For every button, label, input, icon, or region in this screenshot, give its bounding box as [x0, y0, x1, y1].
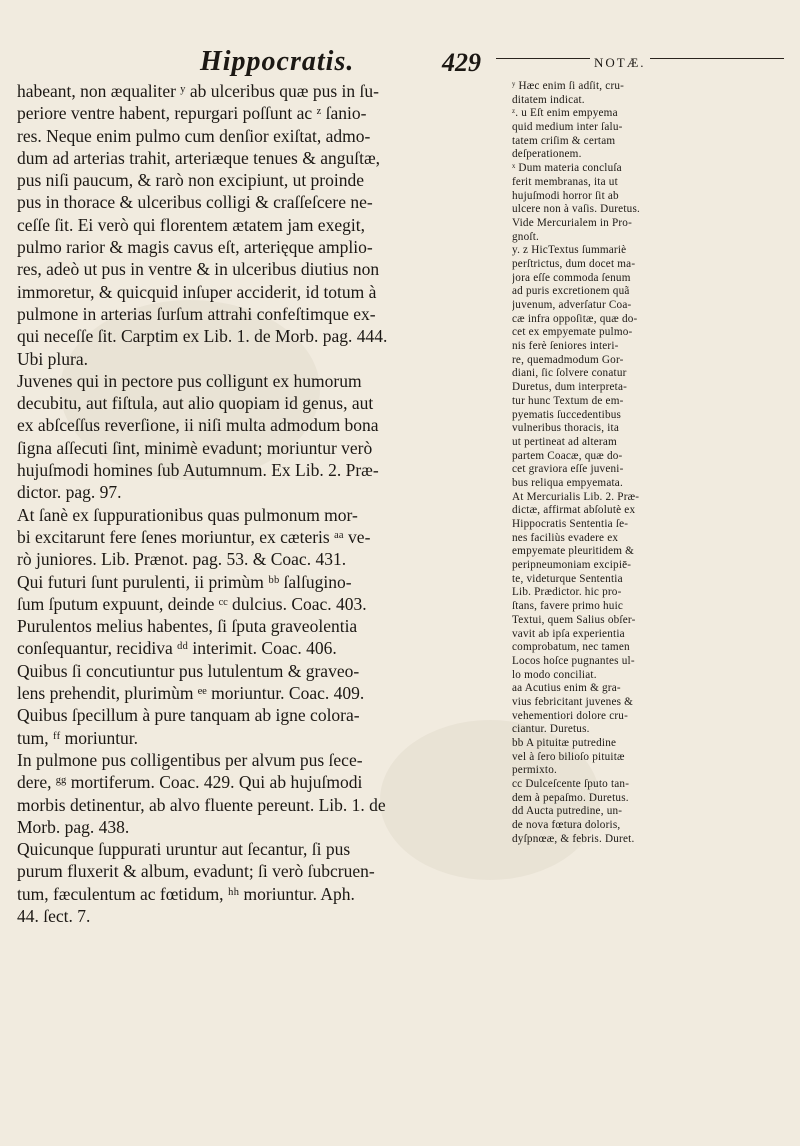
main-text-line: pus niſi paucum, & rarò non excipiunt, ut proinde	[17, 170, 365, 191]
note-line: bus reliqua empyemata.	[512, 476, 623, 489]
note-line: ſtans, favere primo huic	[512, 600, 624, 613]
main-text-line: Ubi plura.	[17, 348, 88, 369]
note-line: cet graviora eſſe juveni-	[512, 463, 624, 476]
main-text-line: pulmone in arterias ſurſum attrahi confeſtimque ex-	[17, 303, 376, 324]
main-text-line: tum, ᶠᶠ moriuntur.	[17, 727, 139, 748]
note-line: pyematis ſuccedentibus	[512, 408, 622, 421]
note-line: ditatem indicat.	[512, 93, 585, 106]
note-line: dem à pepaſmo. Duretus.	[512, 791, 629, 804]
note-line: gnoſt.	[512, 230, 539, 243]
main-text-line: In pulmone pus colligentibus per alvum pus ſece-	[17, 749, 363, 770]
note-line: ciantur. Duretus.	[512, 723, 590, 736]
note-line: vel à ſero bilioſo pituitæ	[512, 750, 625, 763]
note-line: diani, ſic ſolvere conatur	[512, 367, 627, 380]
note-line: bb A pituitæ putredine	[512, 737, 617, 749]
main-text-line: Purulentos melius habentes, ſi ſputa graveolentia	[17, 616, 358, 637]
note-line: te, videturque Sententia	[512, 572, 623, 585]
main-text-line: ſum ſputum expuunt, deinde ᶜᶜ dulcius. Coac. 403.	[17, 593, 367, 614]
main-text-line: ex abſceſſus reverſione, ii niſi multa admodum bona	[17, 415, 379, 436]
main-text-line: conſequantur, recidiva ᵈᵈ interimit. Coac. 406.	[17, 638, 337, 659]
note-line: tur hunc Textum de em-	[512, 394, 624, 407]
main-text-line: 44. ſect. 7.	[17, 905, 91, 926]
note-line: hujuſmodi horror ſit ab	[512, 189, 619, 202]
note-line: ulcere non à vaſis. Duretus.	[512, 203, 641, 216]
note-line: comprobatum, nec tamen	[512, 641, 630, 654]
main-text-line: Quicunque ſuppurati uruntur aut ſecantur, ſi pus	[17, 839, 351, 860]
note-line: ferit membranas, ita ut	[512, 175, 618, 188]
main-text-line: purum fluxerit & album, evadunt; ſi verò ſubcruen-	[17, 861, 375, 882]
note-line: dyſpnœæ, & febris. Duret.	[512, 832, 635, 845]
note-line: ʸ Hæc enim ſi adſit, cru-	[512, 80, 625, 92]
note-line: permixto.	[512, 764, 557, 777]
note-line: cc Dulceſcente ſputo tan-	[512, 778, 630, 791]
main-text-line: dum ad arterias trahit, arteriæque tenues & anguſtæ,	[17, 147, 381, 168]
main-text-line: qui neceſſe ſit. Carptim ex Lib. 1. de Morb. pag. 444.	[17, 326, 388, 347]
page-number: 429	[442, 48, 481, 77]
main-text-line: immoretur, & quicquid inſuper acciderit, id totum à	[17, 281, 377, 302]
main-text-line: hujuſmodi homines ſub Autumnum. Ex Lib. 2. Præ-	[17, 460, 379, 481]
note-line: vulneribus thoracis, ita	[512, 422, 620, 435]
note-line: cæ infra oppoſitæ, quæ do-	[512, 312, 638, 325]
main-text-line: pulmo rarior & magis cavus eſt, arterięque amplio-	[17, 237, 373, 258]
note-line: Duretus, dum interpreta-	[512, 381, 628, 394]
page-header	[0, 38, 800, 77]
main-text-line: Qui futuri ſunt purulenti, ii primùm ᵇᵇ ſalſugino-	[17, 571, 352, 592]
note-line: Lib. Prædictor. hic pro-	[512, 586, 622, 599]
note-line: peripneumoniam excipiē-	[512, 559, 632, 572]
note-line: vius febricitant juvenes &	[512, 695, 634, 708]
note-line: y. z HicTextus ſummariè	[512, 244, 627, 257]
note-line: nes faciliùs evadere ex	[512, 531, 619, 544]
note-line: ut pertineat ad alteram	[512, 435, 617, 448]
main-text-line: Juvenes qui in pectore pus colligunt ex humorum	[17, 370, 362, 391]
running-title: Hippocratis.	[200, 46, 355, 77]
main-text-line: bi excitarunt fere ſenes moriuntur, ex cæteris ᵃᵃ ve-	[17, 526, 371, 547]
main-text-line: Morb. pag. 438.	[17, 816, 130, 837]
note-line: jora eſſe commoda ſenum	[512, 271, 631, 284]
main-text-line: decubitu, aut fiſtula, aut alio quopiam id genus, aut	[17, 393, 374, 414]
note-line: empyemate pleuritidem &	[512, 545, 635, 558]
main-text-line: res, adeò ut pus in ventre & in ulceribus diutius non	[17, 259, 380, 280]
notes-label: NOTÆ.	[590, 55, 650, 71]
note-line: dictæ, affirmat abſolutè ex	[512, 504, 636, 517]
note-line: nis ferè ſeniores interi-	[512, 340, 619, 353]
note-line: Hippocratis Sententia ſe-	[512, 518, 629, 530]
notes-column	[512, 80, 790, 847]
note-line: ᶻ. u Eſt enim empyema	[512, 107, 618, 120]
note-line: At Mercurialis Lib. 2. Præ-	[512, 490, 640, 503]
note-line: de nova fœtura doloris,	[512, 819, 621, 832]
main-text-line: tum, fæculentum ac fœtidum, ʰʰ moriuntur. Aph.	[17, 883, 355, 904]
note-line: ˣ Dum materia concluſa	[512, 162, 622, 175]
note-line: vavit ab ipſa experientia	[512, 627, 625, 640]
main-text-line: Quibus ſpecillum à pure tanquam ab igne colora-	[17, 705, 360, 726]
main-text-line: ſigna aſſecuti ſint, minimè evadunt; moriuntur verò	[17, 437, 373, 458]
main-text-line: pus in thorace & ulceribus colligi & craſſeſcere ne-	[17, 192, 373, 213]
main-text-line: At ſanè ex ſuppurationibus quas pulmonum mor-	[17, 504, 358, 525]
note-line: deſperationem.	[512, 148, 582, 161]
note-line: Vide Mercurialem in Pro-	[512, 216, 633, 229]
main-text-line: res. Neque enim pulmo cum denſior exiſtat, admo-	[17, 125, 371, 146]
main-text-line: dere, ᵍᵍ mortiferum. Coac. 429. Qui ab hujuſmodi	[17, 772, 363, 793]
note-line: perſtrictus, dum docet ma-	[512, 257, 636, 270]
note-line: Textui, quem Salius obſer-	[512, 613, 636, 626]
note-line: vehementiori dolore cru-	[512, 709, 629, 722]
note-line: re, quemadmodum Gor-	[512, 353, 624, 366]
main-text-line: habeant, non æqualiter ʸ ab ulceribus quæ pus in ſu-	[17, 81, 379, 101]
note-line: Locos hoſce pugnantes ul-	[512, 654, 635, 667]
main-text-line: ceſſe ſit. Ei verò qui florentem ætatem jam exegit,	[17, 214, 365, 235]
notes-header-rule	[496, 55, 784, 81]
note-line: tatem criſim & certam	[512, 134, 616, 147]
main-text-line: rò juniores. Lib. Prænot. pag. 53. & Coac. 431.	[17, 549, 347, 570]
main-text-line: periore ventre habent, repurgari poſſunt ac ᶻ ſanio-	[17, 103, 367, 124]
main-text-line: lens prehendit, plurimùm ᵉᵉ moriuntur. Coac. 409.	[17, 683, 365, 704]
main-text-column	[17, 80, 512, 927]
note-line: aa Acutius enim & gra-	[512, 682, 621, 695]
note-line: quid medium inter ſalu-	[512, 121, 623, 134]
note-line: dd Aucta putredine, un-	[512, 805, 623, 818]
main-text-line: Quibus ſi concutiuntur pus lutulentum & graveo-	[17, 660, 360, 681]
main-text-line: dictor. pag. 97.	[17, 482, 122, 503]
note-line: juvenum, adverſatur Coa-	[512, 299, 632, 311]
note-line: ad puris excretionem quã	[512, 285, 630, 298]
note-line: cet ex empyemate pulmo-	[512, 326, 633, 339]
note-line: lo modo conciliat.	[512, 668, 597, 681]
main-text-line: morbis detinentur, ab alvo fluente pereunt. Lib. 1. de	[17, 794, 386, 815]
note-line: partem Coacæ, quæ do-	[512, 449, 623, 462]
